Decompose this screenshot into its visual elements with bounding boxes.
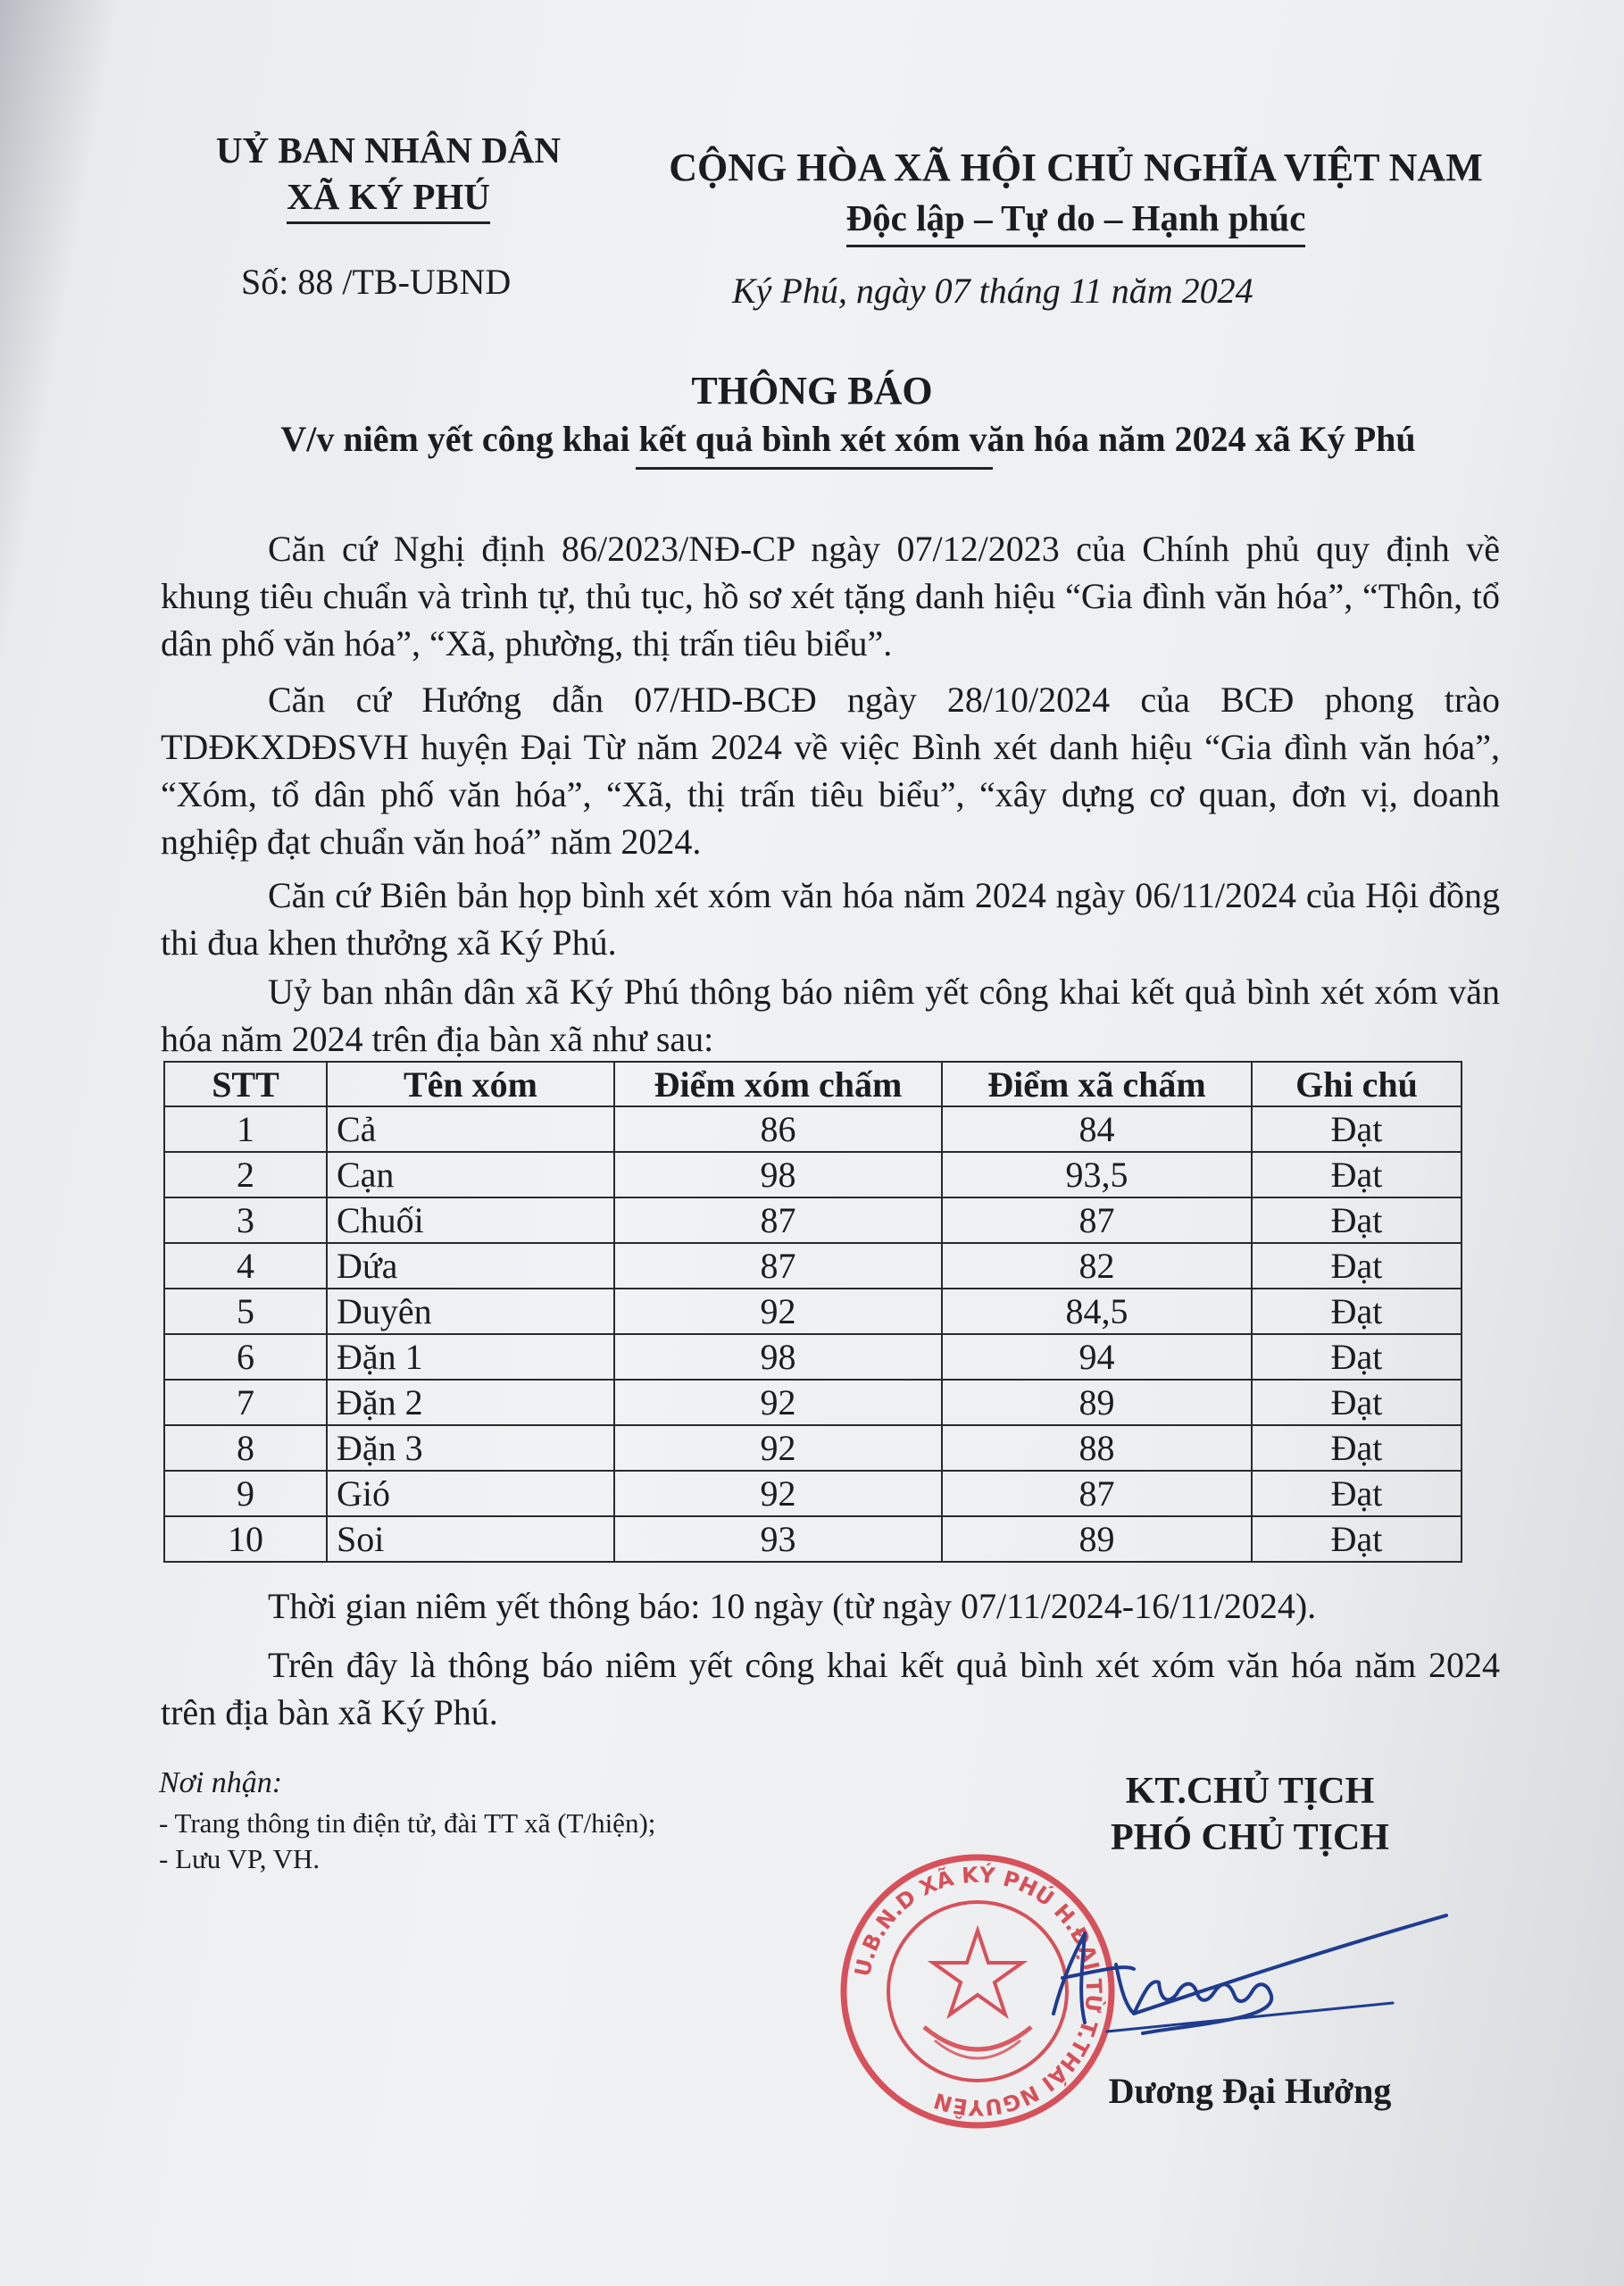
cell-village-score: 86 [614, 1106, 942, 1152]
cell-village-score: 98 [614, 1152, 942, 1197]
cell-note: Đạt [1252, 1334, 1462, 1380]
document-date: Ký Phú, ngày 07 tháng 11 năm 2024 [732, 271, 1253, 311]
cell-village-score: 92 [614, 1380, 942, 1425]
cell-commune-score: 84 [942, 1106, 1252, 1152]
table-row [164, 1425, 1462, 1471]
cell-village-score: 87 [614, 1243, 942, 1289]
signer-title-2: PHÓ CHỦ TỊCH [1111, 1817, 1389, 1858]
cell-village: Đặn 2 [327, 1380, 614, 1425]
nation-name: CỘNG HÒA XÃ HỘI CHỦ NGHĨA VIỆT NAM [669, 146, 1483, 189]
cell-commune-score: 87 [942, 1197, 1252, 1243]
cell-note: Đạt [1252, 1471, 1462, 1516]
national-header [625, 143, 1527, 247]
table-row [164, 1334, 1462, 1380]
col-header-note: Ghi chú [1252, 1062, 1462, 1106]
subtitle-underline [636, 467, 993, 470]
signer-name: Dương Đại Hưởng [1108, 2071, 1392, 2111]
handwritten-signature-icon [1000, 1880, 1464, 2058]
recipient-item: - Trang thông tin điện tử, đài TT xã (T/hiện); [159, 1807, 656, 1839]
cell-commune-score: 89 [942, 1516, 1252, 1562]
document-number: Số: 88 /TB-UBND [241, 262, 512, 302]
cell-stt: 5 [164, 1289, 327, 1334]
cell-village-score: 92 [614, 1289, 942, 1334]
cell-note: Đạt [1252, 1106, 1462, 1152]
cell-stt: 9 [164, 1471, 327, 1516]
cell-village-score: 92 [614, 1471, 942, 1516]
cell-stt: 4 [164, 1243, 327, 1289]
cell-village-score: 98 [614, 1334, 942, 1380]
cell-commune-score: 82 [942, 1243, 1252, 1289]
cell-village: Cả [327, 1106, 614, 1152]
issuing-organization [179, 127, 598, 224]
paragraph-basis-minutes: Căn cứ Biên bản họp bình xét xóm văn hóa năm 2024 ngày 06/11/2024 của Hội đồng thi đua khen thưởng xã Ký Phú. [161, 875, 1500, 963]
table-row [164, 1380, 1462, 1425]
cell-village: Gió [327, 1471, 614, 1516]
cell-commune-score: 89 [942, 1380, 1252, 1425]
national-motto: Độc lập – Tự do – Hạnh phúc [846, 193, 1306, 247]
col-header-stt: STT [164, 1062, 327, 1106]
org-name-line2: XÃ KÝ PHÚ [287, 173, 490, 224]
paragraph-basis-decree: Căn cứ Nghị định 86/2023/NĐ-CP ngày 07/12/2023 của Chính phủ quy định về khung tiêu chuẩn và trình tự, thủ tục, hồ sơ xét tặng danh hiệu “Gia đình văn hóa”, “Thôn, tổ dân phố văn hóa”, “Xã, phường, thị trấn tiêu biểu”. [161, 529, 1500, 663]
cell-commune-score: 88 [942, 1425, 1252, 1471]
cell-village: Đặn 3 [327, 1425, 614, 1471]
org-name-line1: UỶ BAN NHÂN DÂN [215, 129, 562, 171]
cell-stt: 8 [164, 1425, 327, 1471]
cell-village: Đặn 1 [327, 1334, 614, 1380]
table-row [164, 1516, 1462, 1562]
cell-note: Đạt [1252, 1152, 1462, 1197]
cell-note: Đạt [1252, 1380, 1462, 1425]
cell-stt: 10 [164, 1516, 327, 1562]
col-header-commune-score: Điểm xã chấm [942, 1062, 1252, 1106]
table-row [164, 1289, 1462, 1334]
cell-village-score: 87 [614, 1197, 942, 1243]
cell-note: Đạt [1252, 1425, 1462, 1471]
closing-statement: Trên đây là thông báo niêm yết công khai kết quả bình xét xóm văn hóa năm 2024 trên địa bàn xã Ký Phú. [161, 1645, 1500, 1732]
document-subtitle: V/v niêm yết công khai kết quả bình xét xóm văn hóa năm 2024 xã Ký Phú [280, 419, 1416, 459]
cell-note: Đạt [1252, 1289, 1462, 1334]
cell-stt: 2 [164, 1152, 327, 1197]
table-row [164, 1152, 1462, 1197]
cell-note: Đạt [1252, 1243, 1462, 1289]
cell-village-score: 92 [614, 1425, 942, 1471]
signer-title-1: KT.CHỦ TỊCH [1125, 1771, 1375, 1812]
recipient-item: - Lưu VP, VH. [159, 1843, 321, 1874]
table-row [164, 1106, 1462, 1152]
table-header-row [164, 1062, 1462, 1106]
table-row [164, 1197, 1462, 1243]
col-header-village: Tên xóm [327, 1062, 614, 1106]
cell-note: Đạt [1252, 1197, 1462, 1243]
cell-commune-score: 93,5 [942, 1152, 1252, 1197]
cell-village: Duyên [327, 1289, 614, 1334]
cell-village: Chuối [327, 1197, 614, 1243]
cell-stt: 6 [164, 1334, 327, 1380]
recipients-label: Nơi nhận: [159, 1766, 283, 1799]
cell-stt: 1 [164, 1106, 327, 1152]
stamp-ring-text: U.B.N.D XÃ KÝ PHÚ H.ĐẠI TỪ T.THÁI NGUYÊN [850, 1862, 1107, 2121]
cell-stt: 7 [164, 1380, 327, 1425]
paragraph-basis-guideline: Căn cứ Hướng dẫn 07/HD-BCĐ ngày 28/10/2024 của BCĐ phong trào TDĐKXDĐSVH huyện Đại Từ năm 2024 về việc Bình xét danh hiệu “Gia đình văn hóa”, “Xóm, tổ dân phố văn hóa”, “Xã, thị trấn tiêu biểu”, “xây dựng cơ quan, đơn vị, doanh nghiệp đạt chuẩn văn hoá” năm 2024. [161, 680, 1500, 862]
cell-village: Soi [327, 1516, 614, 1562]
cell-village-score: 93 [614, 1516, 942, 1562]
table-row [164, 1243, 1462, 1289]
cell-note: Đạt [1252, 1516, 1462, 1562]
col-header-village-score: Điểm xóm chấm [614, 1062, 942, 1106]
document-title: THÔNG BÁO [691, 369, 933, 413]
posting-period: Thời gian niêm yết thông báo: 10 ngày (từ ngày 07/11/2024-16/11/2024). [268, 1586, 1317, 1626]
cell-commune-score: 84,5 [942, 1289, 1252, 1334]
cell-commune-score: 87 [942, 1471, 1252, 1516]
results-table [163, 1061, 1462, 1563]
cell-commune-score: 94 [942, 1334, 1252, 1380]
cell-village: Dứa [327, 1243, 614, 1289]
cell-village: Cạn [327, 1152, 614, 1197]
cell-stt: 3 [164, 1197, 327, 1243]
paragraph-announcement: Uỷ ban nhân dân xã Ký Phú thông báo niêm yết công khai kết quả bình xét xóm văn hóa năm 2024 trên địa bàn xã như sau: [161, 972, 1500, 1059]
table-row [164, 1471, 1462, 1516]
